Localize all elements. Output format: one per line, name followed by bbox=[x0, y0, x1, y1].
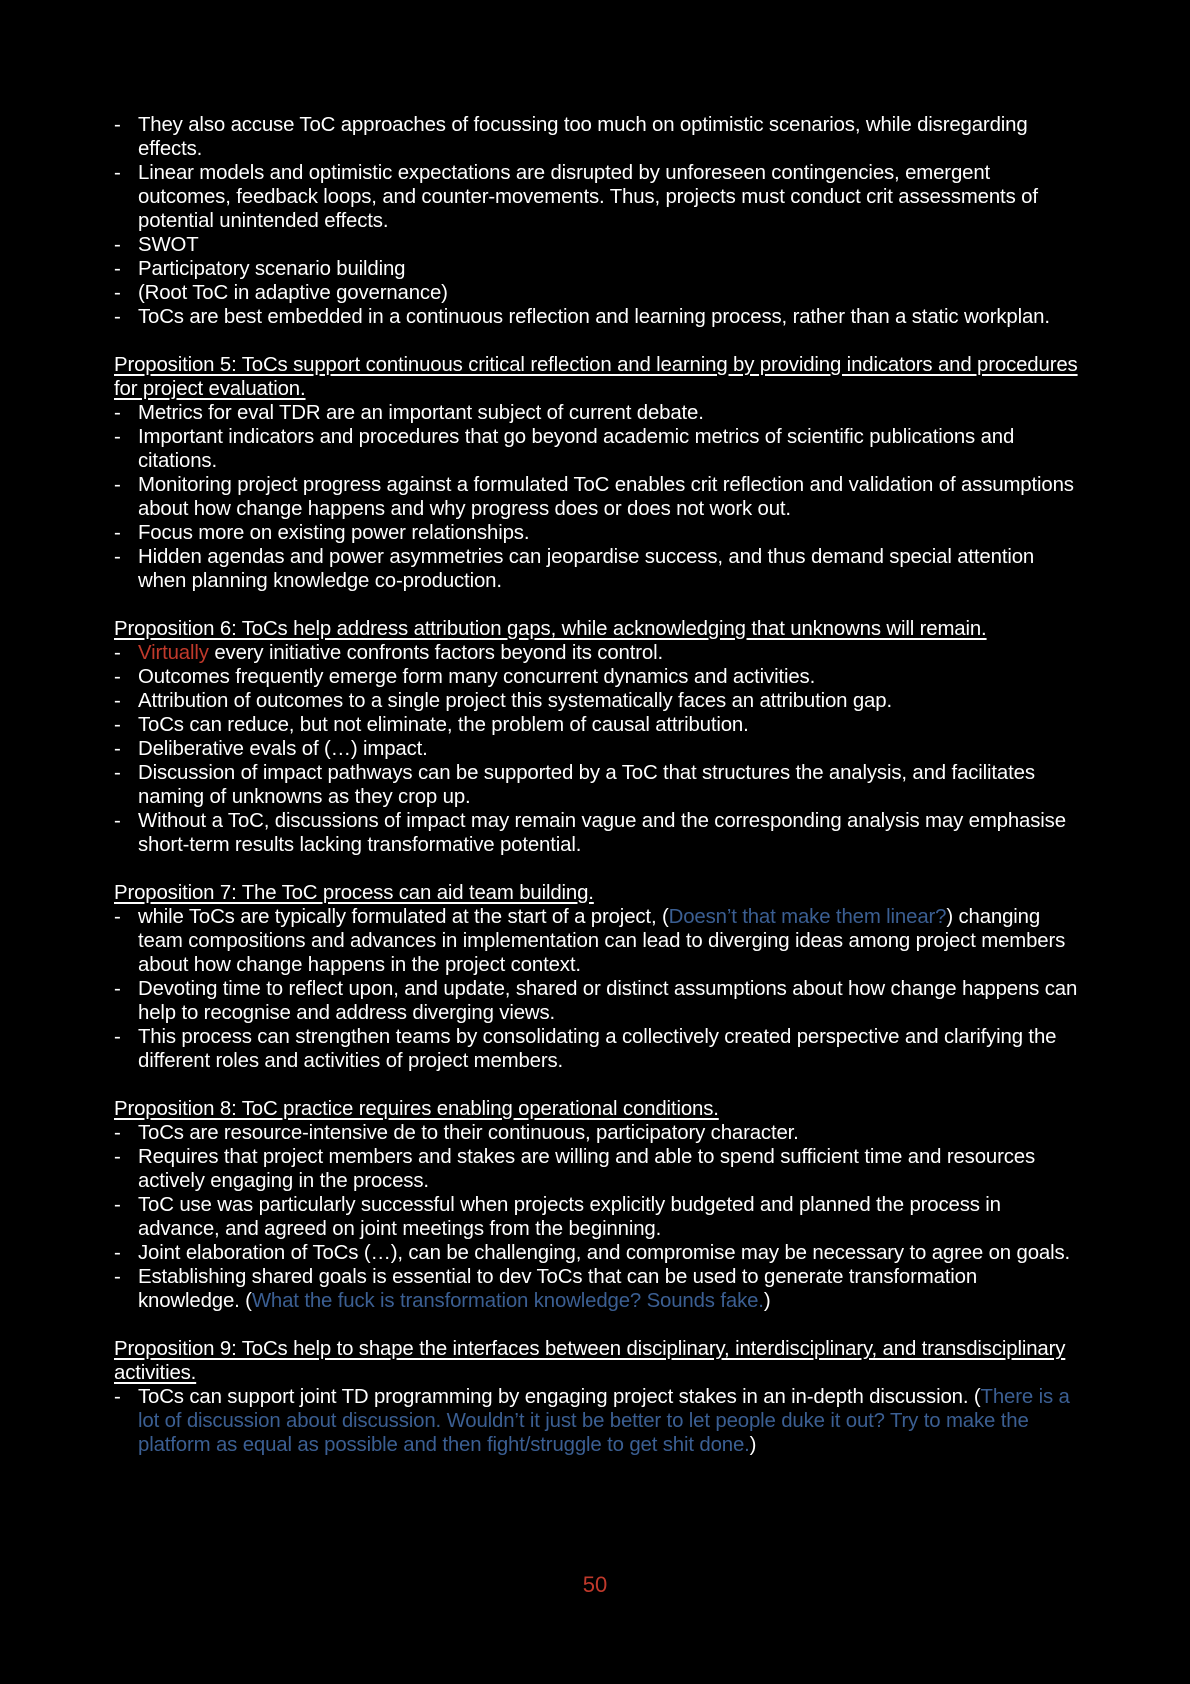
bullet-dash: - bbox=[114, 522, 121, 544]
document-page bbox=[114, 113, 1084, 1481]
list-item-text: every initiative confronts factors beyond its control. bbox=[208, 642, 663, 664]
proposition-7-bullet-list bbox=[114, 905, 1084, 1073]
list-item bbox=[114, 1145, 1084, 1193]
proposition-5-section bbox=[114, 353, 1084, 593]
list-item bbox=[114, 233, 1084, 257]
list-item-text: ) bbox=[763, 1290, 771, 1312]
bullet-dash: - bbox=[114, 546, 121, 568]
proposition-9-bullet-list bbox=[114, 1385, 1084, 1457]
bullet-dash: - bbox=[114, 234, 121, 256]
list-item-text: Linear models and optimistic expectations are disrupted by unforeseen contingencies, emergent outcomes, feedback loops, and counter-movements. Thus, projects must conduct crit assessments of potential unintended effects. bbox=[138, 162, 1038, 232]
proposition-8-bullet-list bbox=[114, 1121, 1084, 1313]
bullet-dash: - bbox=[114, 474, 121, 496]
list-item bbox=[114, 1025, 1084, 1073]
proposition-5-heading: Proposition 5: ToCs support continuous critical reflection and learning by providing indicators and procedures for project evaluation. bbox=[114, 354, 1078, 400]
bullet-dash: - bbox=[114, 738, 121, 760]
list-item-text: ToC use was particularly successful when projects explicitly budgeted and planned the process in advance, and agreed on joint meetings from the beginning. bbox=[138, 1194, 1001, 1240]
bullet-dash: - bbox=[114, 810, 121, 832]
bullet-dash: - bbox=[114, 714, 121, 736]
list-item-text: Important indicators and procedures that go beyond academic metrics of scientific publications and citations. bbox=[138, 426, 1015, 472]
list-item bbox=[114, 1265, 1084, 1313]
list-item bbox=[114, 257, 1084, 281]
bullet-dash: - bbox=[114, 1026, 121, 1048]
proposition-6-heading: Proposition 6: ToCs help address attribution gaps, while acknowledging that unknowns will remain. bbox=[114, 618, 987, 640]
proposition-8-section bbox=[114, 1097, 1084, 1313]
list-item bbox=[114, 1121, 1084, 1145]
intro-bullet-list bbox=[114, 113, 1084, 329]
list-item-text: ToCs can reduce, but not eliminate, the problem of causal attribution. bbox=[138, 714, 749, 736]
proposition-5-bullet-list bbox=[114, 401, 1084, 593]
list-item bbox=[114, 905, 1084, 977]
bullet-dash: - bbox=[114, 1266, 121, 1288]
list-item-text: Joint elaboration of ToCs (…), can be challenging, and compromise may be necessary to agree on goals. bbox=[138, 1242, 1071, 1264]
list-item bbox=[114, 161, 1084, 233]
list-item-text: Establishing shared goals is essential to dev ToCs that can be used to generate transformation knowledge. ( bbox=[138, 1266, 978, 1312]
proposition-6-bullet-list bbox=[114, 641, 1084, 857]
intro-section bbox=[114, 113, 1084, 329]
page-number: 50 bbox=[582, 1572, 608, 1597]
list-item-text: Hidden agendas and power asymmetries can jeopardise success, and thus demand special attention when planning knowledge co-production. bbox=[138, 546, 1035, 592]
list-item bbox=[114, 473, 1084, 521]
bullet-dash: - bbox=[114, 306, 121, 328]
bullet-dash: - bbox=[114, 1146, 121, 1168]
annotation-note: What the fuck is transformation knowledge? Sounds fake. bbox=[251, 1290, 764, 1312]
highlighted-word: Virtually bbox=[138, 642, 209, 664]
list-item bbox=[114, 305, 1084, 329]
list-item-text: ToCs are resource-intensive de to their continuous, participatory character. bbox=[138, 1122, 799, 1144]
list-item-text: Devoting time to reflect upon, and update, shared or distinct assumptions about how change happens can help to recognise and address diverging views. bbox=[138, 978, 1078, 1024]
list-item-text: Focus more on existing power relationships. bbox=[138, 522, 530, 544]
bullet-dash: - bbox=[114, 1386, 121, 1408]
list-item bbox=[114, 689, 1084, 713]
list-item-text: ToCs are best embedded in a continuous reflection and learning process, rather than a static workplan. bbox=[138, 306, 1050, 328]
list-item bbox=[114, 521, 1084, 545]
list-item bbox=[114, 425, 1084, 473]
bullet-dash: - bbox=[114, 402, 121, 424]
list-item bbox=[114, 809, 1084, 857]
list-item bbox=[114, 545, 1084, 593]
annotation-note: Doesn’t that make them linear? bbox=[668, 906, 947, 928]
bullet-dash: - bbox=[114, 258, 121, 280]
bullet-dash: - bbox=[114, 162, 121, 184]
list-item bbox=[114, 737, 1084, 761]
bullet-dash: - bbox=[114, 426, 121, 448]
list-item-text: ToCs can support joint TD programming by engaging project stakes in an in-depth discussion. ( bbox=[138, 1386, 981, 1408]
bullet-dash: - bbox=[114, 762, 121, 784]
list-item-text: (Root ToC in adaptive governance) bbox=[138, 282, 448, 304]
list-item bbox=[114, 641, 1084, 665]
list-item bbox=[114, 713, 1084, 737]
proposition-6-section bbox=[114, 617, 1084, 857]
list-item bbox=[114, 1193, 1084, 1241]
list-item-text: Requires that project members and stakes are willing and able to spend sufficient time and resources actively engaging in the process. bbox=[138, 1146, 1036, 1192]
list-item bbox=[114, 977, 1084, 1025]
list-item-text: SWOT bbox=[138, 234, 199, 256]
bullet-dash: - bbox=[114, 1242, 121, 1264]
proposition-9-section bbox=[114, 1337, 1084, 1457]
list-item-text: ) changing team compositions and advances in implementation can lead to diverging ideas among project members about how change happens in the project context. bbox=[138, 906, 1066, 976]
proposition-8-heading: Proposition 8: ToC practice requires enabling operational conditions. bbox=[114, 1098, 719, 1120]
list-item-text: They also accuse ToC approaches of focussing too much on optimistic scenarios, while disregarding effects. bbox=[138, 114, 1028, 160]
list-item bbox=[114, 665, 1084, 689]
list-item-text: ) bbox=[749, 1434, 757, 1456]
proposition-7-section bbox=[114, 881, 1084, 1073]
bullet-dash: - bbox=[114, 978, 121, 1000]
bullet-dash: - bbox=[114, 114, 121, 136]
proposition-9-heading: Proposition 9: ToCs help to shape the interfaces between disciplinary, interdisciplinary, and transdisciplinary activities. bbox=[114, 1338, 1066, 1384]
list-item bbox=[114, 1241, 1084, 1265]
list-item bbox=[114, 281, 1084, 305]
list-item-text: Monitoring project progress against a formulated ToC enables crit reflection and validation of assumptions about how change happens and why progress does or does not work out. bbox=[138, 474, 1074, 520]
list-item bbox=[114, 113, 1084, 161]
bullet-dash: - bbox=[114, 1194, 121, 1216]
list-item-text: Deliberative evals of (…) impact. bbox=[138, 738, 428, 760]
list-item bbox=[114, 761, 1084, 809]
list-item-text: Attribution of outcomes to a single project this systematically faces an attribution gap. bbox=[138, 690, 892, 712]
list-item-text: Metrics for eval TDR are an important subject of current debate. bbox=[138, 402, 704, 424]
bullet-dash: - bbox=[114, 690, 121, 712]
bullet-dash: - bbox=[114, 282, 121, 304]
list-item bbox=[114, 401, 1084, 425]
list-item-text: while ToCs are typically formulated at the start of a project, ( bbox=[138, 906, 669, 928]
list-item bbox=[114, 1385, 1084, 1457]
list-item-text: This process can strengthen teams by consolidating a collectively created perspective and clarifying the different roles and activities of project members. bbox=[138, 1026, 1057, 1072]
bullet-dash: - bbox=[114, 666, 121, 688]
bullet-dash: - bbox=[114, 906, 121, 928]
bullet-dash: - bbox=[114, 1122, 121, 1144]
proposition-7-heading: Proposition 7: The ToC process can aid team building. bbox=[114, 882, 594, 904]
list-item-text: Discussion of impact pathways can be supported by a ToC that structures the analysis, and facilitates naming of unknowns as they crop up. bbox=[138, 762, 1035, 808]
annotation-note: There is a lot of discussion about discussion. Wouldn’t it just be better to let people duke it out? Try to make the platform as equal as possible and then fight/struggle to get shit done. bbox=[138, 1386, 1070, 1456]
bullet-dash: - bbox=[114, 642, 121, 664]
list-item-text: Outcomes frequently emerge form many concurrent dynamics and activities. bbox=[138, 666, 816, 688]
list-item-text: Without a ToC, discussions of impact may remain vague and the corresponding analysis may emphasise short-term results lacking transformative potential. bbox=[138, 810, 1066, 856]
list-item-text: Participatory scenario building bbox=[138, 258, 406, 280]
